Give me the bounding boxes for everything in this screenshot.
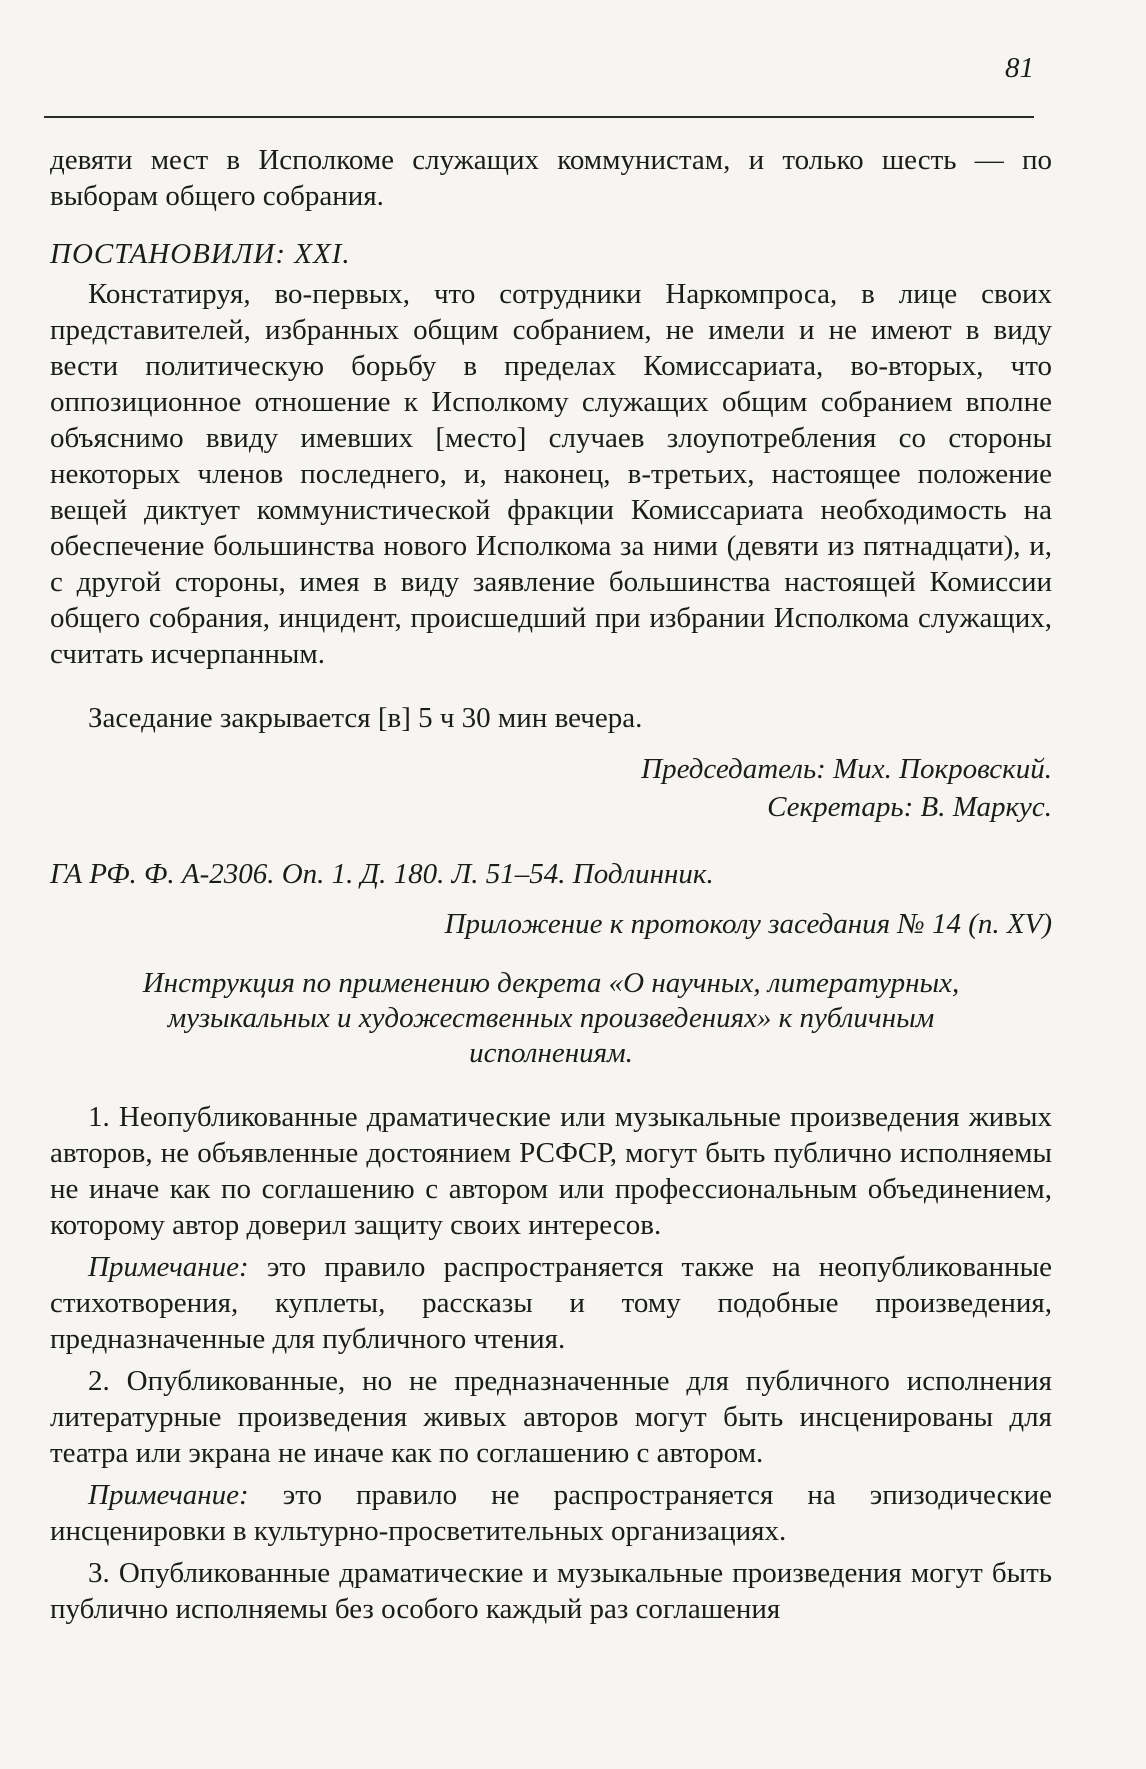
appendix-reference: Приложение к протоколу заседания № 14 (п. XV) [444, 908, 1052, 940]
page-body [50, 142, 1052, 1627]
instruction-note-1 [50, 1249, 1052, 1357]
note-text: это правило распространяется также на неопубликованные стихотворения, куплеты, рассказы и тому подобные произведения, предназначенные для публичного чтения. [50, 1251, 1052, 1355]
instruction-title: Инструкция по применению декрета «О научных, литературных, музыкальных и художественных произведениях» к публичным исполнениям. [142, 967, 960, 1069]
note-label: Примечание: [88, 1479, 249, 1511]
page-number: 81 [1005, 52, 1034, 84]
instruction-item-3: 3. Опубликованные драматические и музыкальные произведения могут быть публично исполняемы без особого каждый раз соглашения [50, 1557, 1052, 1625]
secretary-signature: Секретарь: В. Маркус. [767, 791, 1052, 823]
note-text: это правило не распространяется на эпизодические инсценировки в культурно-просветительных организациях. [50, 1479, 1052, 1547]
closing-paragraph: Заседание закрывается [в] 5 ч 30 мин вечера. [88, 702, 643, 734]
instruction-item-1: 1. Неопубликованные драматические или музыкальные произведения живых авторов, не объявленные достоянием РСФСР, могут быть публично исполняемы не иначе как по соглашению с автором или профессиональным объединением, которому автор доверил защиту своих интересов. [50, 1101, 1052, 1241]
instruction-note-2 [50, 1477, 1052, 1549]
instruction-item-2: 2. Опубликованные, но не предназначенные для публичного исполнения литературные произведения живых авторов могут быть инсценированы для театра или экрана не иначе как по соглашению с автором. [50, 1365, 1052, 1469]
page-header [44, 52, 1034, 118]
chairman-signature: Председатель: Мих. Покровский. [641, 753, 1052, 785]
archive-reference: ГА РФ. Ф. А-2306. Оп. 1. Д. 180. Л. 51–54. Подлинник. [50, 858, 714, 890]
note-label: Примечание: [88, 1251, 249, 1283]
resolution-heading: ПОСТАНОВИЛИ: XXI. [50, 238, 351, 270]
continuation-paragraph: девяти мест в Исполкоме служащих коммунистам, и только шесть — по выборам общего собрания. [50, 144, 1052, 212]
resolution-paragraph: Констатируя, во-первых, что сотрудники Наркомпроса, в лице своих представителей, избранных общим собранием, не имели и не имеют в виду вести политическую борьбу в пределах Комиссариата, во-вторых, что оппозиционное отношение к Исполкому служащих общим собранием вполне объяснимо ввиду имевших [место] случаев злоупотребления со стороны некоторых членов последнего, и, наконец, в-третьих, настоящее положение вещей диктует коммунистической фракции Комиссариата необходимость на обеспечение большинства нового Исполкома за ними (девяти из пятнадцати), и, с другой стороны, имея в виду заявление большинства настоящей Комиссии общего собрания, инцидент, происшедший при избрании Исполкома служащих, считать исчерпанным. [50, 278, 1052, 670]
